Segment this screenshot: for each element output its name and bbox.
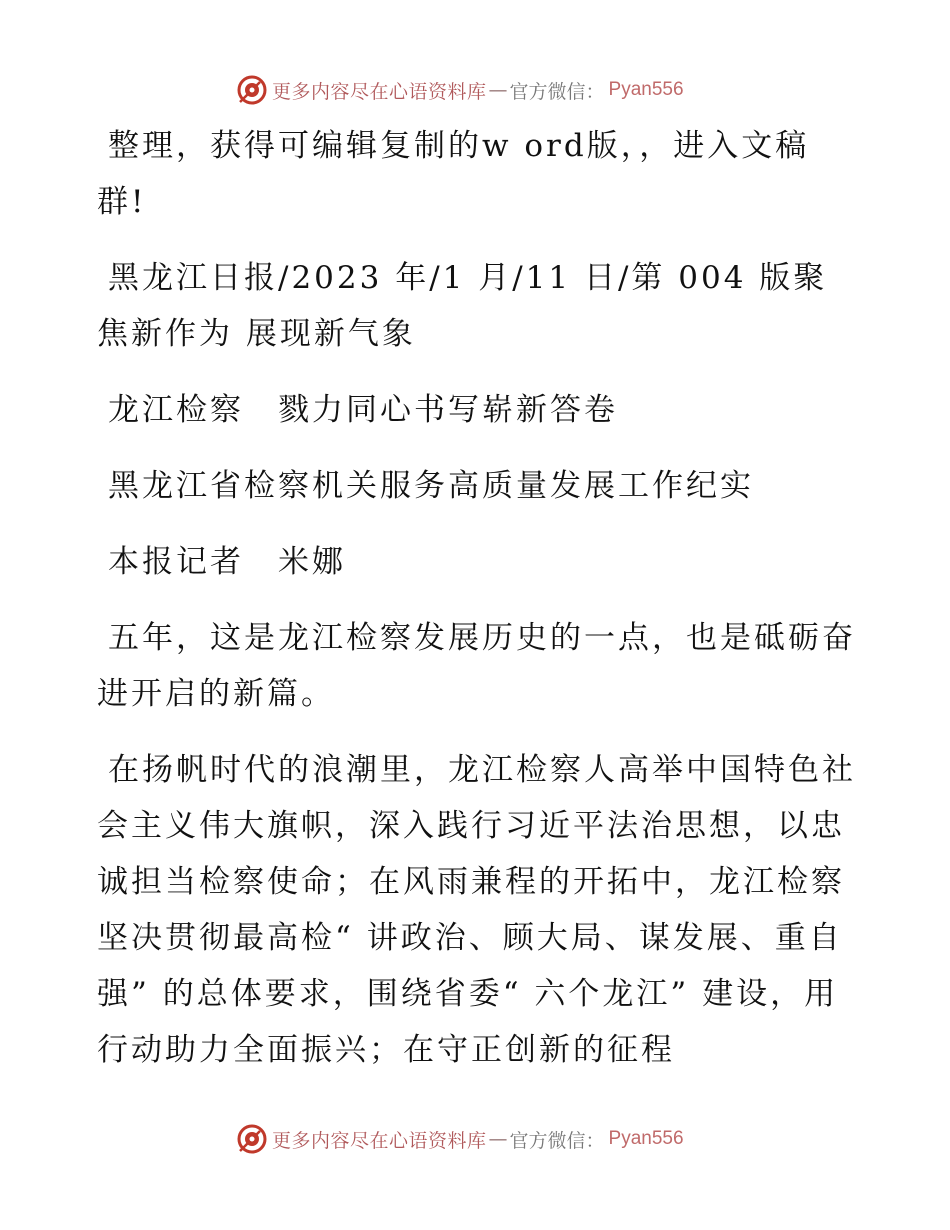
intro-paragraph: 整理，获得可编辑复制的w ord版，，进入文稿群! [97, 128, 810, 220]
watermark-label: 官方微信： [509, 80, 605, 103]
article-headline: 龙江检察 戮力同心书写崭新答卷 [108, 392, 618, 428]
source-line: 黑龙江日报/2023 年/1 月/11 日/第 004 版聚焦新作为 展现新气象 [97, 260, 828, 352]
footer-watermark [236, 1122, 684, 1156]
watermark-wechat-id: Pyan556 [608, 1128, 684, 1149]
document-body [97, 118, 857, 1078]
body-paragraph: 在扬帆时代的浪潮里，龙江检察人高举中国特色社会主义伟大旗帜，深入践行习近平法治思想，以忠诚担当检察使命；在风雨兼程的开拓中，龙江检察坚决贯彻最高检“ 讲政治、顾大局、谋发展、重自强” 的总体要求，围绕省委“ 六个龙江” 建设，用行动助力全面振兴；在守正创新的征程 [97, 752, 856, 1068]
pen-nib-circle-icon [236, 74, 268, 106]
watermark-main-text: 更多内容尽在心语资料库 [272, 80, 487, 103]
watermark-label: 官方微信： [509, 1129, 605, 1152]
header-watermark [236, 73, 684, 107]
watermark-wechat-id: Pyan556 [608, 79, 684, 100]
body-paragraph: 五年，这是龙江检察发展历史的一点，也是砥砺奋进开启的新篇。 [97, 620, 856, 712]
watermark-main-text: 更多内容尽在心语资料库 [272, 1129, 487, 1152]
pen-nib-circle-icon [236, 1123, 268, 1155]
watermark-separator: — [488, 1128, 508, 1150]
article-subheadline: 黑龙江省检察机关服务高质量发展工作纪实 [108, 468, 754, 504]
article-byline: 本报记者 米娜 [108, 544, 346, 580]
watermark-separator: — [488, 79, 508, 101]
